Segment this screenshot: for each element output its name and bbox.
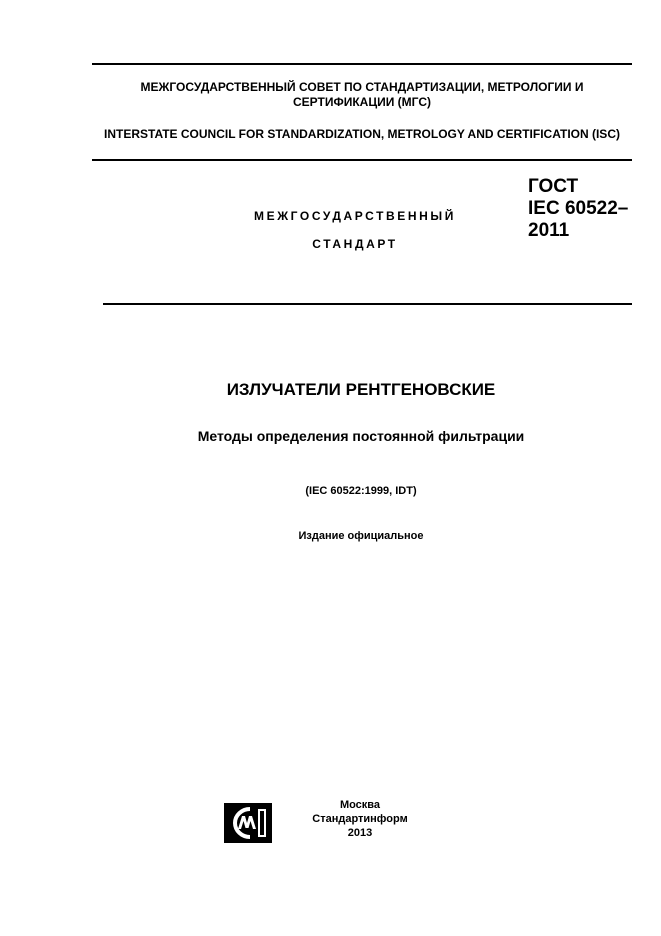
gost-label: ГОСТ (528, 176, 579, 197)
gost-designation (528, 176, 628, 242)
document-subtitle: Методы определения постоянной фильтрации (197, 428, 525, 444)
document-title: ИЗЛУЧАТЕЛИ РЕНТГЕНОВСКИЕ (226, 380, 496, 399)
publisher-name: Стандартинформ (312, 813, 408, 825)
top-rule (92, 63, 632, 65)
council-name-ru: МЕЖГОСУДАРСТВЕННЫЙ СОВЕТ ПО СТАНДАРТИЗАЦИИ, МЕТРОЛОГИИ И СЕРТИФИКАЦИИ (МГС) (140, 80, 584, 109)
publisher-city: Москва (339, 799, 381, 811)
standard-type-line2: СТАНДАРТ (312, 237, 398, 251)
edition-note: Издание официальное (298, 530, 424, 542)
gost-number: IEC 60522– (528, 198, 629, 219)
header-bottom-rule (92, 159, 632, 161)
gost-year: 2011 (528, 220, 570, 241)
designation-bottom-rule (103, 303, 632, 305)
standartinform-logo-icon (224, 803, 272, 843)
publication-year: 2013 (347, 827, 373, 839)
standard-type-line1: МЕЖГОСУДАРСТВЕННЫЙ (254, 209, 456, 223)
iec-reference: (IEC 60522:1999, IDT) (305, 485, 417, 497)
council-name-en: INTERSTATE COUNCIL FOR STANDARDIZATION, METROLOGY AND CERTIFICATION (ISC) (104, 127, 620, 141)
publisher-block (290, 798, 430, 840)
